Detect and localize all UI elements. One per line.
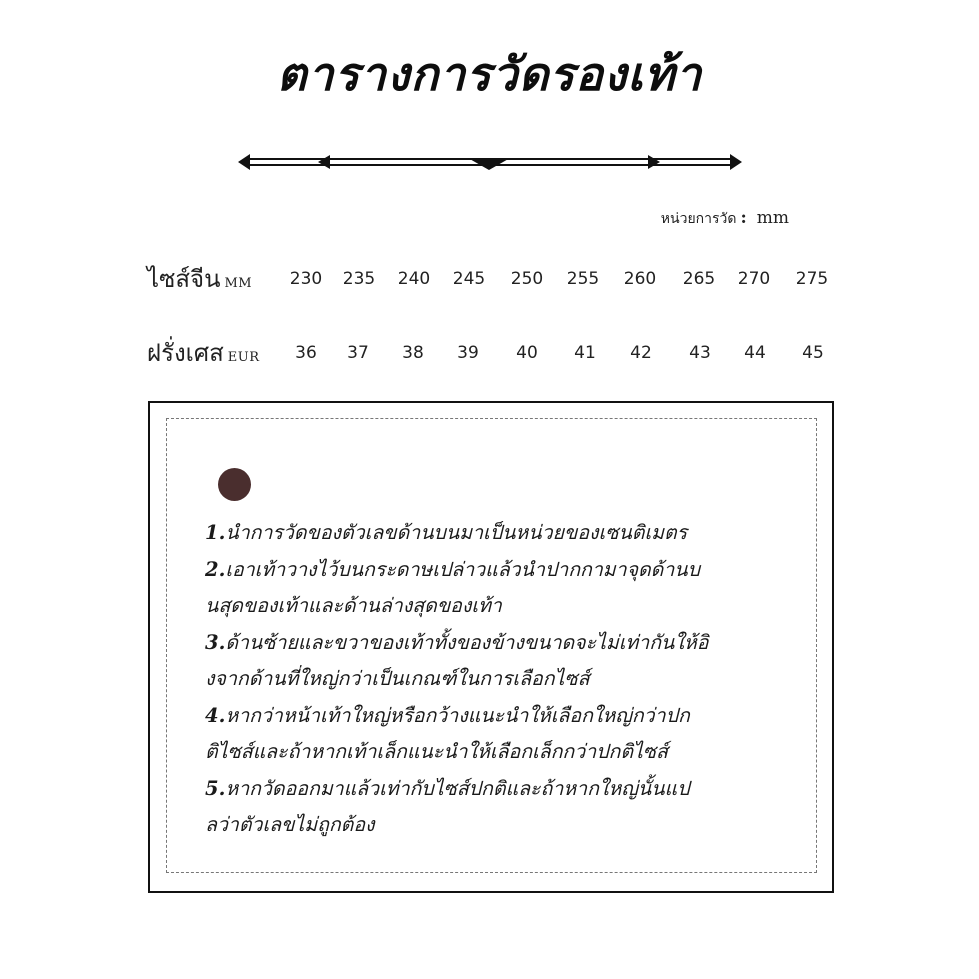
page-title: ตารางการวัดรองเท้า bbox=[276, 47, 703, 101]
size-value: 39 bbox=[457, 343, 479, 363]
size-row-cn bbox=[0, 262, 979, 296]
note-line: 1.นำการวัดของตัวเลขด้านบนมาเป็นหน่วยของเซนติเมตร bbox=[205, 521, 688, 544]
bullet-dot bbox=[218, 468, 251, 501]
unit-label: หน่วยการวัด bbox=[660, 211, 737, 227]
note-line: 3.ด้านซ้ายและขวาของเท้าทั้งของข้างขนาดจะไม่เท่ากันให้อิ bbox=[205, 630, 709, 654]
size-value: 37 bbox=[347, 343, 369, 363]
size-value: 36 bbox=[295, 343, 317, 363]
size-value: 250 bbox=[510, 269, 544, 289]
unit-note: หน่วยการวัด : mm bbox=[660, 208, 789, 228]
size-value: 230 bbox=[289, 269, 323, 289]
size-value: 255 bbox=[566, 269, 600, 289]
size-value: 40 bbox=[516, 343, 538, 363]
note-line: ติไซส์และถ้าหากเท้าเล็กแนะนำให้เลือกเล็กกว่าปกติไซส์ bbox=[205, 740, 668, 763]
notes-list bbox=[205, 515, 795, 844]
size-row-eu bbox=[0, 336, 979, 370]
row-label-eu: ฝรั่งเศส EUR bbox=[147, 339, 260, 367]
size-value: 42 bbox=[630, 343, 652, 363]
note-line: 2.เอาเท้าวางไว้บนกระดาษเปล่าวแล้วนำปากกามาจุดด้านบ bbox=[205, 557, 701, 581]
size-value: 44 bbox=[744, 343, 766, 363]
length-arrow-diagram bbox=[230, 146, 750, 180]
notes-box bbox=[148, 401, 834, 893]
size-value: 38 bbox=[402, 343, 424, 363]
notes-inner-frame bbox=[166, 418, 817, 873]
note-line: นสุดของเท้าและด้านล่างสุดของเท้า bbox=[205, 594, 502, 617]
size-value: 45 bbox=[802, 343, 824, 363]
size-value: 265 bbox=[682, 269, 716, 289]
note-line: 5.หากวัดออกมาแล้วเท่ากับไซส์ปกติและถ้าหากใหญ่นั้นแป bbox=[205, 776, 690, 800]
size-value: 43 bbox=[689, 343, 711, 363]
size-value: 275 bbox=[795, 269, 829, 289]
note-line: ลว่าตัวเลขไม่ถูกต้อง bbox=[205, 813, 375, 836]
size-value: 260 bbox=[623, 269, 657, 289]
size-value: 41 bbox=[574, 343, 596, 363]
size-value: 240 bbox=[397, 269, 431, 289]
note-line: งจากด้านที่ใหญ่กว่าเป็นเกณฑ์ในการเลือกไซส์ bbox=[205, 667, 590, 690]
size-value: 245 bbox=[452, 269, 486, 289]
size-value: 235 bbox=[342, 269, 376, 289]
note-line: 4.หากว่าหน้าเท้าใหญ่หรือกว้างแนะนำให้เลือกใหญ่กว่าปก bbox=[205, 703, 690, 727]
row-label-cn: ไซส์จีน MM bbox=[147, 265, 253, 293]
size-value: 270 bbox=[737, 269, 771, 289]
unit-value: mm bbox=[756, 208, 789, 228]
